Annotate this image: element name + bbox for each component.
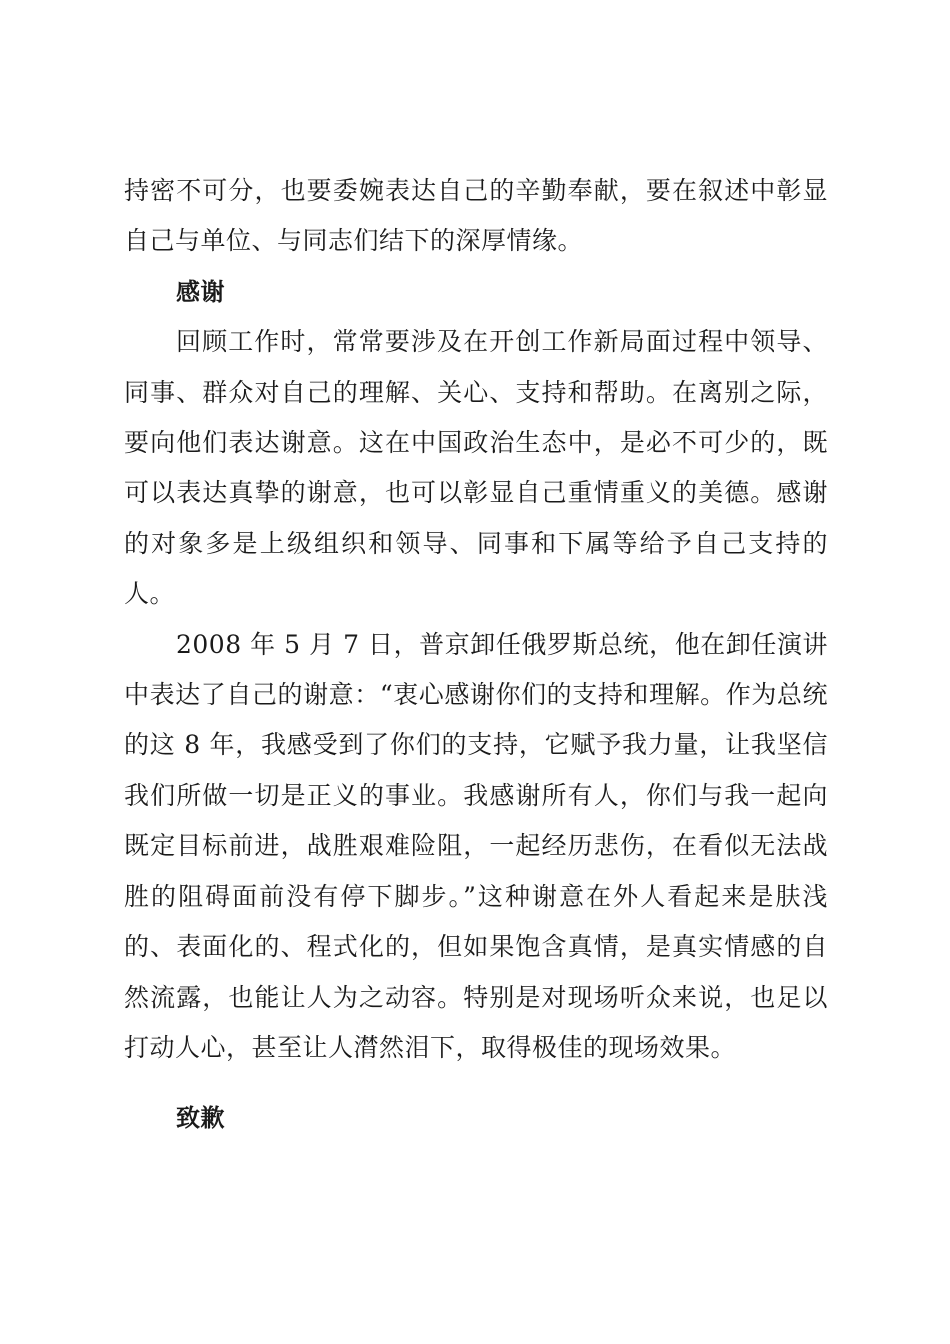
paragraph-putin-example: 2008 年 5 月 7 日，普京卸任俄罗斯总统，他在卸任演讲中表达了自己的谢意：“衷心感谢你们的支持和理解。作为总统的这 8 年，我感受到了你们的支持，它赋予我力量，让我坚信我们所做一切是正义的事业。我感谢所有人，你们与我一起向既定目标前进，战胜艰难险阻，一起经历悲伤，在看似无法战胜的阻碍面前没有停下脚步。”这种谢意在外人看起来是肤浅的、表面化的、程式化的，但如果饱含真情，是真实情感的自然流露，也能让人为之动容。特别是对现场听众来说，也足以打动人心，甚至让人潸然泪下，取得极佳的现场效果。 xyxy=(124,629,828,1062)
paragraph-continuation: 持密不可分，也要委婉表达自己的辛勤奉献，要在叙述中彰显自己与单位、与同志们结下的深厚情缘。 xyxy=(124,176,828,256)
section-heading-apology: 致歉 xyxy=(176,1104,225,1133)
paragraph-thanks-intro: 回顾工作时，常常要涉及在开创工作新局面过程中领导、同事、群众对自己的理解、关心、支持和帮助。在离别之际，要向他们表达谢意。这在中国政治生态中，是必不可少的，既可以表达真挚的谢意，也可以彰显自己重情重义的美德。感谢的对象多是上级组织和领导、同事和下属等给予自己支持的人。 xyxy=(124,327,828,609)
section-spacer xyxy=(124,1073,828,1093)
section-heading-thanks: 感谢 xyxy=(176,277,225,306)
document-body xyxy=(124,166,828,1144)
